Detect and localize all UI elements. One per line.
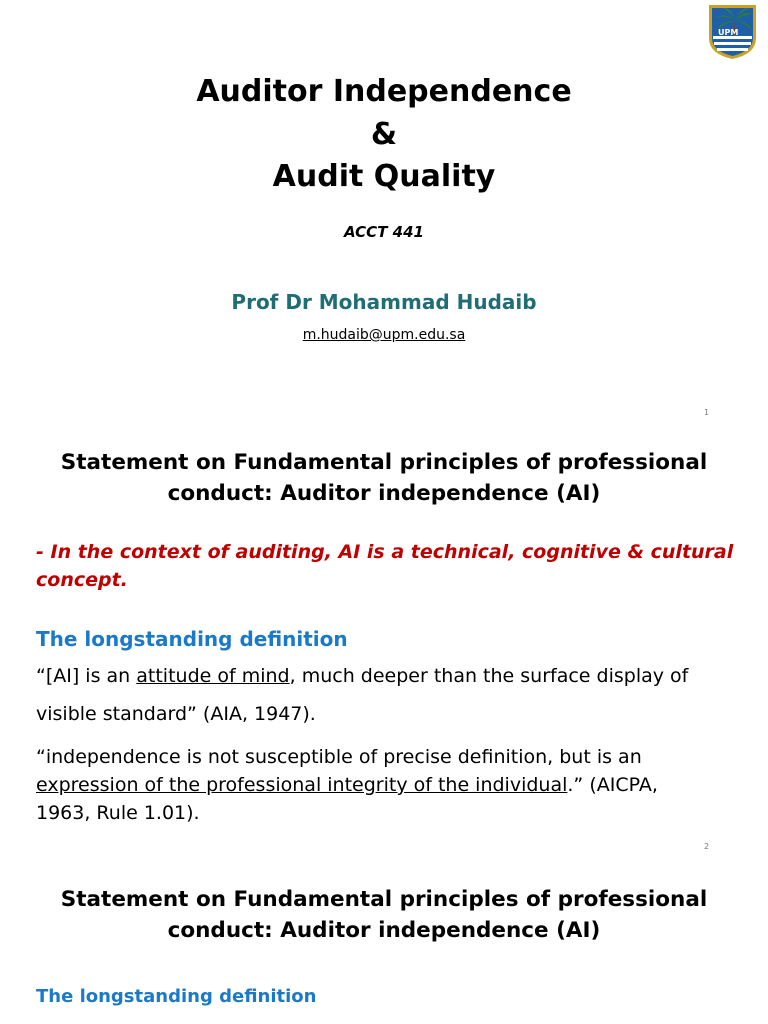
quote-2-line-3: 1963, Rule 1.01). (36, 802, 200, 824)
context-line-2: concept. (36, 569, 128, 591)
context-line-1: - In the context of auditing, AI is a technical, cognitive & cultural (36, 541, 734, 563)
quote-2-line-2 (36, 774, 658, 796)
author-email-link[interactable]: m.hudaib@upm.edu.sa (302, 327, 466, 343)
quote-1-line-2: visible standard” (AIA, 1947). (36, 703, 316, 725)
author-name: Prof Dr Mohammad Hudaib (231, 290, 537, 314)
svg-text:UPM: UPM (718, 28, 739, 37)
title-line-2: & (370, 117, 398, 152)
quote-2-emphasis: expression of the professional integrity of the individual (36, 774, 568, 796)
quote-1-line-1 (36, 665, 688, 687)
slide2-heading-line-2: conduct: Auditor independence (AI) (167, 481, 601, 506)
slide3-heading-line-2: conduct: Auditor independence (AI) (167, 918, 601, 943)
slide3-subheading: The longstanding definition (36, 986, 317, 1007)
slide2-subheading: The longstanding definition (36, 627, 348, 651)
slide2-heading-line-1: Statement on Fundamental principles of professional (60, 450, 708, 475)
quote-1-text: “[AI] is an (36, 665, 137, 687)
course-code: ACCT 441 (344, 223, 424, 241)
quote-1-text-continued: , much deeper than the surface display of (289, 665, 689, 687)
quote-2-citation: .” (AICPA, (567, 774, 658, 796)
title-line-3: Audit Quality (272, 159, 496, 194)
quote-2-line-1: “independence is not susceptible of precise definition, but is an (36, 746, 642, 768)
page-number-1: 1 (704, 408, 710, 417)
quote-1-emphasis: attitude of mind (136, 665, 290, 687)
title-line-1: Auditor Independence (196, 74, 572, 109)
slide3-heading-line-1: Statement on Fundamental principles of professional (60, 887, 708, 912)
page-number-2: 2 (704, 842, 710, 851)
upm-logo (705, 2, 760, 60)
